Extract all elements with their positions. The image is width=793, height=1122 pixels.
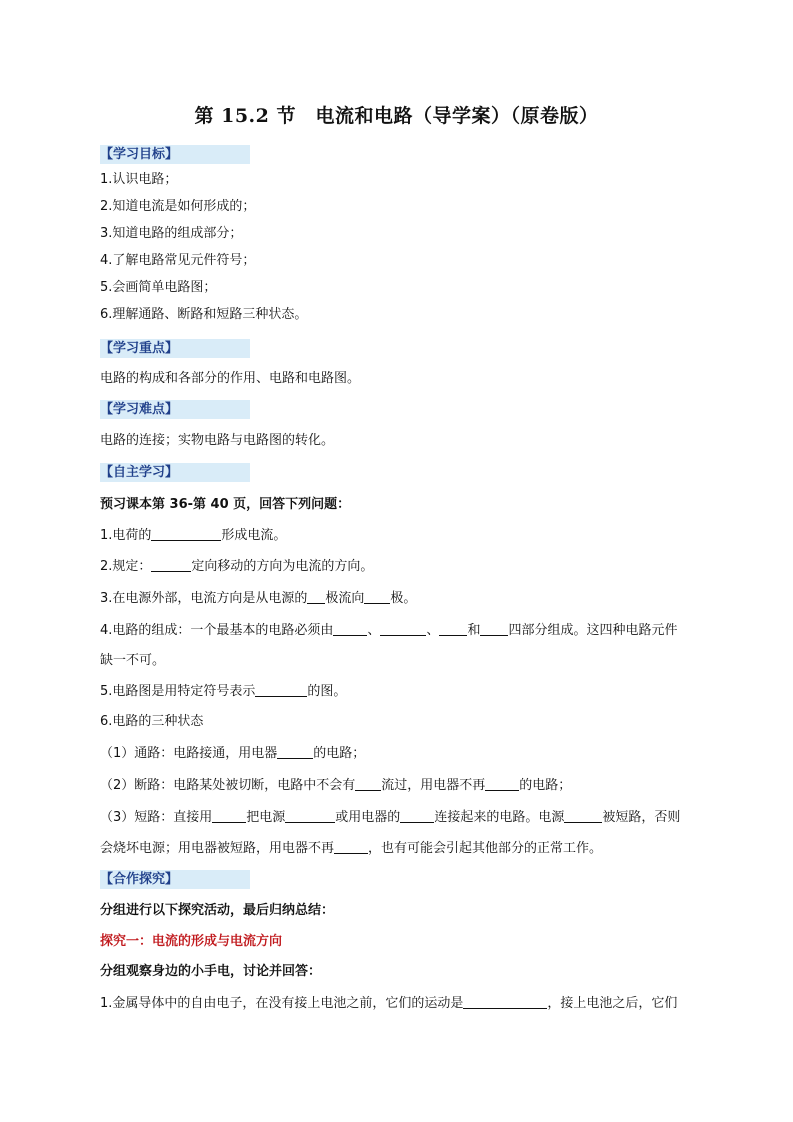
answer-blank[interactable]	[255, 684, 307, 697]
goal-item: 5.会画简单电路图；	[100, 280, 217, 295]
answer-blank[interactable]	[334, 841, 368, 854]
question-4-cont: 缺一不可。	[100, 653, 166, 668]
goal-item: 4.了解电路常见元件符号；	[100, 253, 256, 268]
answer-blank[interactable]	[439, 623, 467, 636]
answer-blank[interactable]	[277, 746, 313, 759]
answer-blank[interactable]	[400, 810, 434, 823]
goal-item: 6.理解通路、断路和短路三种状态。	[100, 307, 308, 322]
answer-blank[interactable]	[307, 591, 325, 604]
self-study-intro: 预习课本第 36-第 40 页，回答下列问题：	[100, 497, 351, 512]
section-heading-goals: 【学习目标】	[100, 145, 250, 164]
question-4: 4.电路的组成：一个最基本的电路必须由 、 、 和 四部分组成。这四种电路元件	[100, 623, 678, 638]
answer-blank[interactable]	[485, 778, 519, 791]
goal-item: 3.知道电路的组成部分；	[100, 226, 243, 241]
difficult-points-text: 电路的连接；实物电路与电路图的转化。	[100, 433, 335, 448]
answer-blank[interactable]	[355, 778, 381, 791]
section-heading-key: 【学习重点】	[100, 339, 250, 358]
question-3: 3.在电源外部，电流方向是从电源的 极流向 极。	[100, 591, 417, 606]
state-short-circuit-cont: 会烧坏电源；用电器被短路，用电器不再 ，也有可能会引起其他部分的正常工作。	[100, 841, 603, 856]
answer-blank[interactable]	[564, 810, 602, 823]
answer-blank[interactable]	[151, 528, 221, 541]
question-6: 6.电路的三种状态	[100, 714, 204, 729]
state-closed-circuit: （1）通路：电路接通，用电器 的电路；	[100, 746, 366, 761]
explore-1-heading: 探究一：电流的形成与电流方向	[100, 934, 283, 949]
question-1: 1.电荷的 形成电流。	[100, 528, 287, 543]
answer-blank[interactable]	[285, 810, 335, 823]
section-heading-difficult: 【学习难点】	[100, 400, 250, 419]
answer-blank[interactable]	[212, 810, 246, 823]
section-heading-self-study: 【自主学习】	[100, 463, 250, 482]
answer-blank[interactable]	[333, 623, 367, 636]
goal-item: 2.知道电流是如何形成的；	[100, 199, 256, 214]
section-heading-cooperative: 【合作探究】	[100, 870, 250, 889]
state-open-circuit: （2）断路：电路某处被切断，电路中不会有 流过，用电器不再 的电路；	[100, 778, 572, 793]
answer-blank[interactable]	[380, 623, 426, 636]
answer-blank[interactable]	[480, 623, 508, 636]
state-short-circuit: （3）短路：直接用 把电源 或用电器的 连接起来的电路。电源 被短路，否则	[100, 810, 681, 825]
answer-blank[interactable]	[151, 559, 191, 572]
answer-blank[interactable]	[364, 591, 390, 604]
coop-intro: 分组进行以下探究活动，最后归纳总结：	[100, 903, 335, 918]
coop-question-1: 1.金属导体中的自由电子，在没有接上电池之前，它们的运动是 ，接上电池之后，它们	[100, 996, 678, 1011]
question-5: 5.电路图是用特定符号表示 的图。	[100, 684, 347, 699]
answer-blank[interactable]	[463, 996, 547, 1009]
goal-item: 1.认识电路；	[100, 172, 178, 187]
question-2: 2.规定： 定向移动的方向为电流的方向。	[100, 559, 374, 574]
key-points-text: 电路的构成和各部分的作用、电路和电路图。	[100, 371, 361, 386]
observe-instruction: 分组观察身边的小手电，讨论并回答：	[100, 964, 322, 979]
page-title: 第 15.2 节 电流和电路（导学案）（原卷版）	[194, 105, 599, 127]
